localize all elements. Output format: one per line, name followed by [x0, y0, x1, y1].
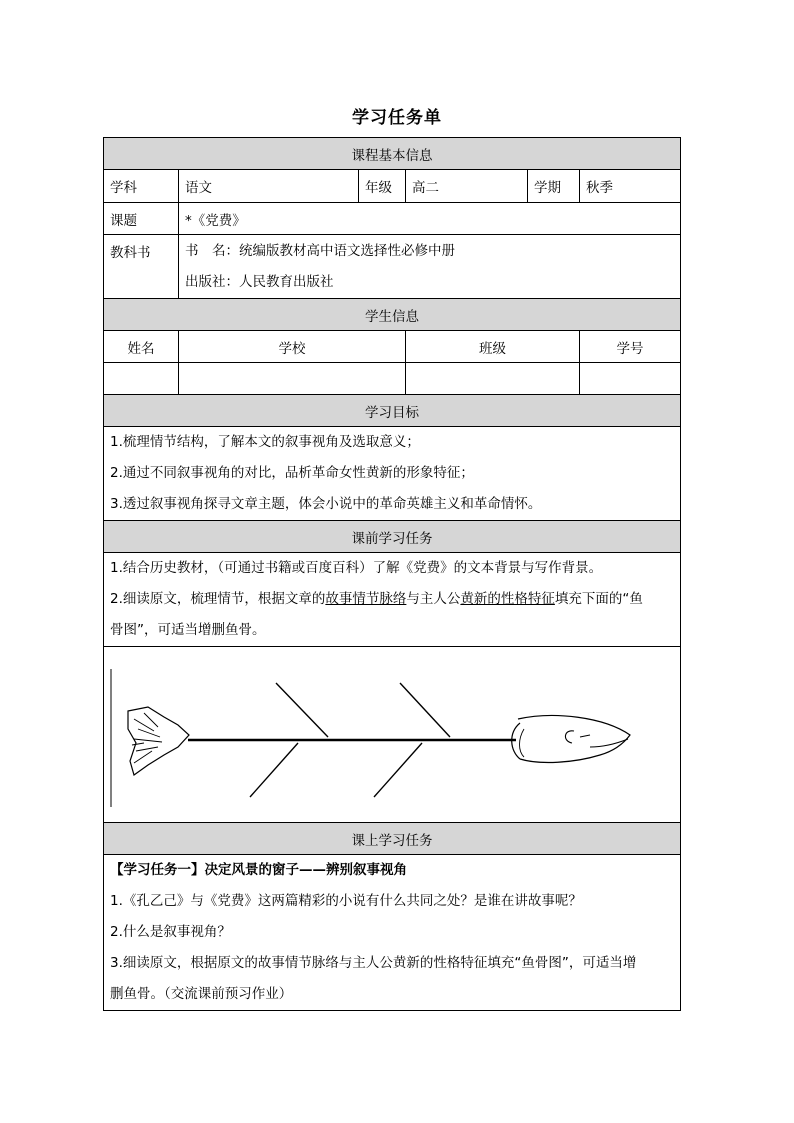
course-info-header-row — [104, 138, 681, 170]
fishbone-diagram — [104, 647, 681, 822]
in-class-content — [104, 855, 681, 1011]
student-name-field[interactable] — [104, 363, 179, 395]
pre-tasks-header-row — [104, 521, 681, 553]
pre-task-2-underline-character: 黄新的性格特征 — [460, 591, 555, 607]
fishbone-cell — [104, 647, 681, 823]
goal-item: 1.梳理情节结构，了解本文的叙事视角及选取意义； — [110, 434, 420, 450]
student-input-row — [104, 363, 681, 395]
term-value: 秋季 — [580, 170, 681, 203]
student-number-field[interactable] — [580, 363, 681, 395]
fish-tail-icon — [128, 707, 189, 775]
textbook-publisher: 出版社：人民教育出版社 — [185, 273, 334, 290]
subject-value: 语文 — [179, 170, 359, 203]
pre-task-2-underline-plot: 故事情节脉络 — [325, 591, 407, 607]
student-class-header: 班级 — [406, 331, 580, 363]
goal-item: 3.透过叙事视角探寻文章主题，体会小说中的革命英雄主义和革命情怀。 — [110, 496, 542, 512]
in-class-question-1: 1.《孔乙己》与《党费》这两篇精彩的小说有什么共同之处？是谁在讲故事呢？ — [110, 893, 582, 909]
textbook-info — [179, 235, 681, 299]
subject-label: 学科 — [104, 170, 179, 203]
goals-header: 学习目标 — [104, 395, 681, 427]
student-info-header-row — [104, 299, 681, 331]
grade-label: 年级 — [359, 170, 406, 203]
topic-value: *《党费》 — [179, 203, 681, 235]
pre-tasks-content — [104, 553, 681, 647]
fishbone-upper-bone — [400, 683, 450, 737]
pre-tasks-header: 课前学习任务 — [104, 521, 681, 553]
goal-item: 2.通过不同叙事视角的对比，品析革命女性黄新的形象特征； — [110, 465, 474, 481]
student-school-field[interactable] — [179, 363, 406, 395]
pre-task-2-text-c: 填充下面的“鱼 — [554, 591, 643, 607]
topic-label: 课题 — [104, 203, 179, 235]
in-class-question-2: 2.什么是叙事视角？ — [110, 924, 231, 940]
course-basic-row — [104, 170, 681, 203]
textbook-name: 书 名：统编版教材高中语文选择性必修中册 — [185, 242, 455, 259]
course-info-header: 课程基本信息 — [104, 138, 681, 170]
student-school-header: 学校 — [179, 331, 406, 363]
student-info-header: 学生信息 — [104, 299, 681, 331]
in-class-question-3-cont: 删鱼骨。（交流课前预习作业） — [110, 986, 293, 1002]
fish-head-icon — [512, 716, 630, 763]
fishbone-lower-bone — [250, 743, 298, 797]
student-name-header: 姓名 — [104, 331, 179, 363]
task-sheet-table — [103, 137, 681, 1011]
goals-header-row — [104, 395, 681, 427]
pre-task-item-2 — [110, 584, 674, 615]
pre-task-2-text-b: 与主人公 — [406, 591, 461, 607]
in-class-question-3: 3.细读原文，根据原文的故事情节脉络与主人公黄新的性格特征填充“鱼骨图”，可适当增 — [110, 955, 637, 971]
fishbone-row — [104, 647, 681, 823]
pre-task-item-2-cont: 骨图”，可适当增删鱼骨。 — [110, 622, 266, 638]
in-class-header: 课上学习任务 — [104, 823, 681, 855]
fishbone-lower-bone — [374, 743, 422, 797]
in-class-header-row — [104, 823, 681, 855]
goals-content — [104, 427, 681, 521]
textbook-label: 教科书 — [104, 235, 179, 299]
student-columns-row — [104, 331, 681, 363]
student-class-field[interactable] — [406, 363, 580, 395]
in-class-task-title: 【学习任务一】决定风景的窗子——辨别叙事视角 — [110, 862, 407, 878]
textbook-row — [104, 235, 681, 299]
topic-row — [104, 203, 681, 235]
term-label: 学期 — [528, 170, 580, 203]
pre-task-item-1: 1.结合历史教材，（可通过书籍或百度百科）了解《党费》的文本背景与写作背景。 — [110, 560, 603, 576]
student-number-header: 学号 — [580, 331, 681, 363]
goals-row — [104, 427, 681, 521]
grade-value: 高二 — [406, 170, 528, 203]
pre-tasks-row — [104, 553, 681, 647]
pre-task-2-text-a: 2.细读原文，梳理情节，根据文章的 — [110, 591, 326, 607]
fishbone-upper-bone — [276, 683, 328, 737]
page-title: 学习任务单 — [352, 108, 442, 128]
in-class-row — [104, 855, 681, 1011]
